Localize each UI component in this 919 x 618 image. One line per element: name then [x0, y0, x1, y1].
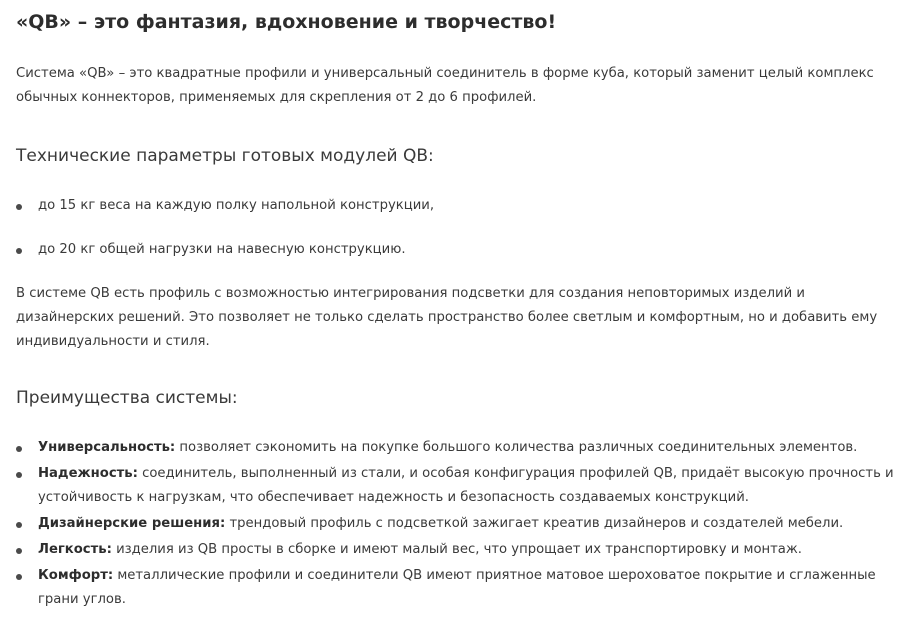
advantage-label: Надежность:	[38, 466, 138, 481]
advantages-heading: Преимущества системы:	[16, 388, 238, 408]
list-item	[16, 564, 896, 612]
advantage-text: изделия из QB просты в сборке и имеют малый вес, что упрощает их транспортировку и монтаж.	[111, 542, 802, 557]
bullet-icon	[16, 548, 22, 554]
bullet-icon	[16, 522, 22, 528]
lighting-paragraph: В системе QB есть профиль с возможностью интегрирования подсветки для создания неповторимых изделий и дизайнерских решений. Это позволяет не только сделать пространство более светлым и комфортным, но и добавить ему индивидуальности и стиля.	[16, 286, 878, 349]
list-item-text: до 15 кг веса на каждую полку напольной конструкции,	[38, 198, 435, 213]
advantage-label: Дизайнерские решения:	[38, 516, 226, 531]
advantage-text: металлические профили и соединители QB имеют приятное матовое шероховатое покрытие и сглаженные грани углов.	[38, 568, 876, 607]
list-item	[16, 194, 896, 218]
list-item	[16, 238, 896, 262]
list-item	[16, 512, 896, 536]
advantage-label: Универсальность:	[38, 440, 176, 455]
list-item	[16, 462, 896, 510]
bullet-icon	[16, 574, 22, 580]
list-item	[16, 538, 896, 562]
tech-params-list	[16, 194, 896, 282]
list-item-text: до 20 кг общей нагрузки на навесную конструкцию.	[38, 242, 406, 257]
bullet-icon	[16, 472, 22, 478]
page-title: «QB» – это фантазия, вдохновение и творчество!	[16, 11, 557, 33]
bullet-icon	[16, 204, 22, 210]
tech-params-heading: Технические параметры готовых модулей QB:	[16, 146, 434, 166]
bullet-icon	[16, 248, 22, 254]
advantage-text: соединитель, выполненный из стали, и особая конфигурация профилей QB, придаёт высокую прочность и устойчивость к нагрузкам, что обеспечивает надежность и безопасность создаваемых конструкций.	[38, 466, 894, 505]
advantage-label: Легкость:	[38, 542, 112, 557]
bullet-icon	[16, 446, 22, 452]
intro-paragraph: Система «QB» – это квадратные профили и универсальный соединитель в форме куба, который заменит целый комплекс обычных коннекторов, применяемых для скрепления от 2 до 6 профилей.	[16, 66, 874, 105]
advantages-list	[16, 436, 896, 614]
advantage-label: Комфорт:	[38, 568, 114, 583]
advantage-text: трендовый профиль с подсветкой зажигает креатив дизайнеров и создателей мебели.	[225, 516, 844, 531]
list-item	[16, 436, 896, 460]
advantage-text: позволяет сэкономить на покупке большого количества различных соединительных элементов.	[175, 440, 858, 455]
